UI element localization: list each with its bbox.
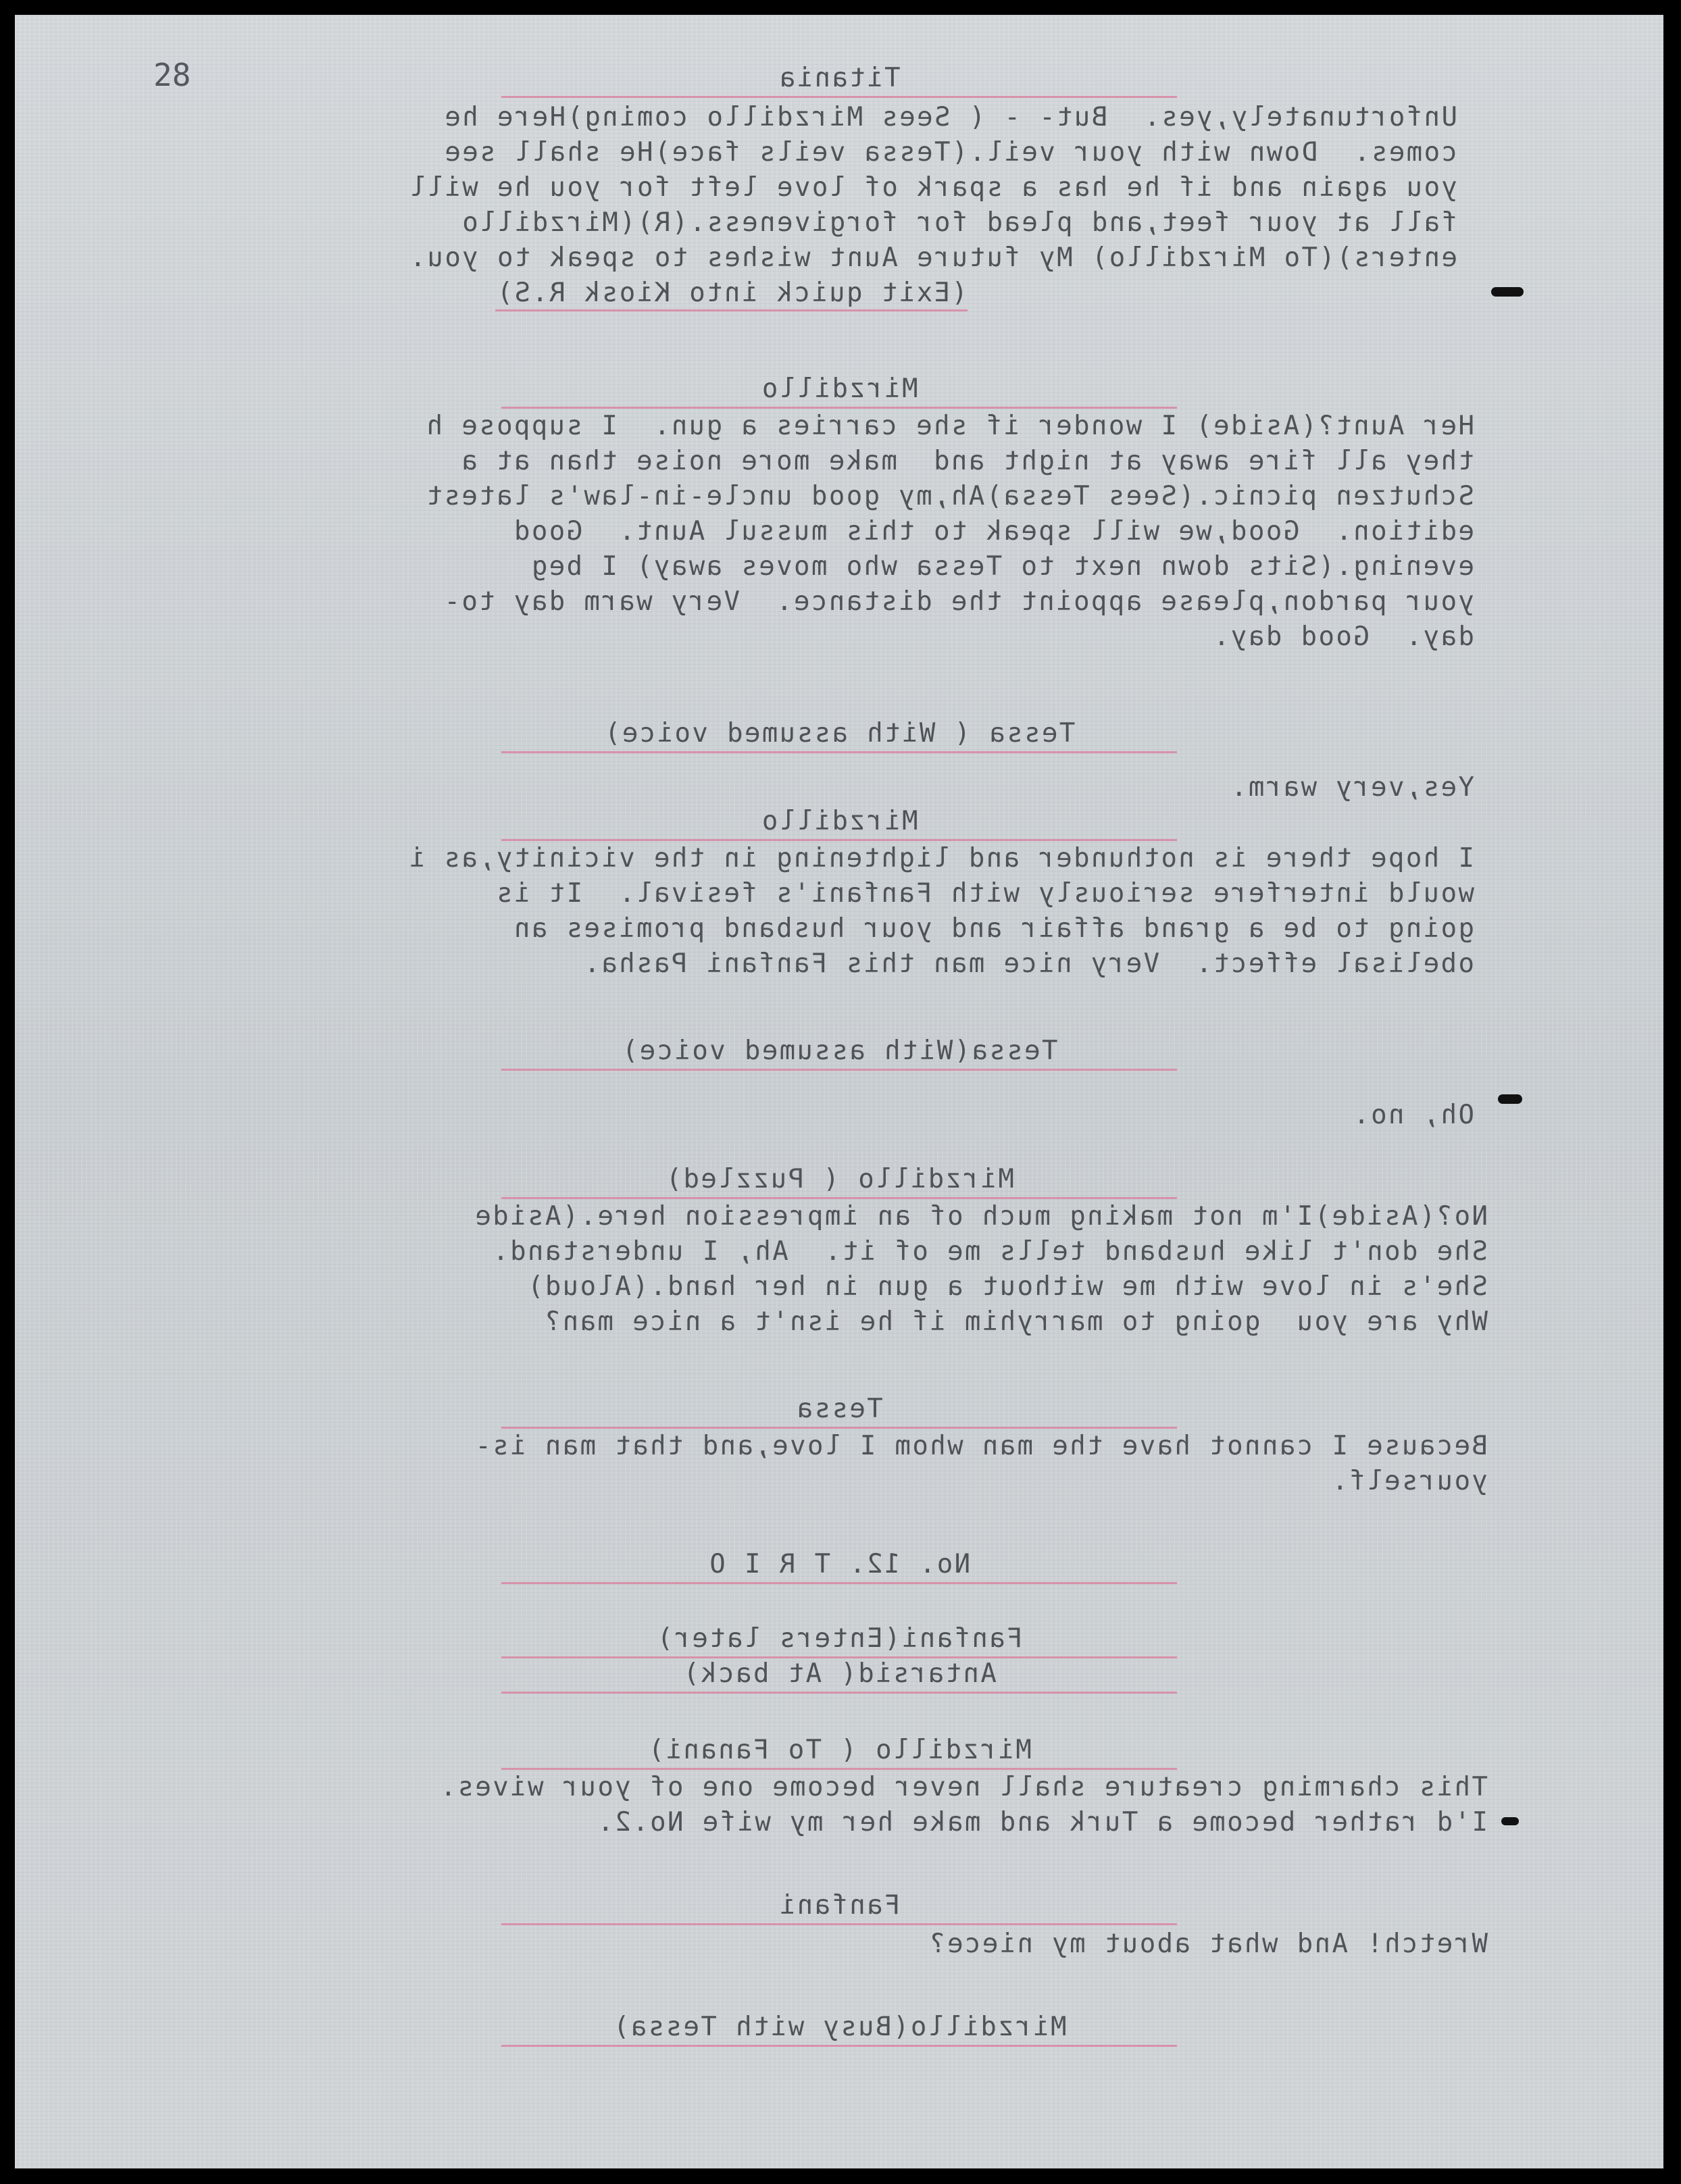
speaker-heading: Tessa ( With assumed voice) [501,717,1177,753]
speaker-heading: Mirzdillo ( To Fanani) [501,1734,1177,1770]
script-line: day. Good day. [1211,621,1474,652]
script-line: Why are you going to marryhim if he isn't a nice man? [543,1306,1488,1337]
page-number: 28 [153,57,191,93]
script-line: your pardon,please appoint the distance. Very warm day to- [443,586,1474,617]
punch-hole [1498,1094,1522,1104]
script-line: enters)(To Mirzdillo) My future Aunt wishes to speak to you. [408,243,1457,273]
script-line: fall at your feet,and plead for forgiveness.(R)(Mirzdillo [460,207,1457,238]
punch-hole [1491,287,1524,297]
script-line: Because I cannot have the man whom I love,and that man is- [473,1431,1488,1461]
script-line: Yes,very warm. [1229,772,1474,803]
script-line: Schutzen picnic.(Sees Tessa)Ah,my good uncle-in-law's latest [425,481,1474,511]
script-line: evening.(Sits down next to Tessa who moves away) I beg [530,551,1474,582]
speaker-heading: Tessa [501,1393,1177,1429]
mirrored-typescript [15,15,1663,2168]
script-line: This charming creature shall never become one of your wives. [438,1772,1488,1802]
document-page [15,15,1663,2168]
script-line: would interfere seriously with Fanfani's fesival. It is [495,878,1474,909]
speaker-heading: Fanfani [501,1889,1177,1925]
script-line: She don't like husband tells me of it. Ah, I understand. [491,1236,1488,1267]
script-line: Wretch! And what about my niece? [928,1929,1488,1959]
script-line: obelisal effect. Very nice man this Fanfani Pasha. [582,948,1474,979]
script-line: Her Aunt?(Aside) I wonder if she carries a gun. I suppose h [425,411,1474,441]
stage-direction: (Exit quick into Kiosk R.S) [495,277,968,311]
speaker-heading: Mirzdillo [501,805,1177,841]
script-line: I hope there is nothunder and lightening in the vicinity,as i [407,843,1474,873]
speaker-heading: Mirzdillo(Busy with Tessa) [501,2011,1177,2047]
speaker-heading: Mirzdillo [501,373,1177,409]
speaker-heading: Tessa(With assumed voice) [501,1035,1177,1071]
script-line: you again and if he has a spark of love left for you he will [408,172,1457,203]
script-line: yourself. [1330,1466,1488,1496]
punch-hole [1501,1817,1519,1825]
section-heading: No. 12. T R I O [501,1548,1177,1584]
script-line: Unfortunately,yes. But- - ( Sees Mirzdillo coming)Here he [443,102,1457,132]
speaker-heading: Fanfani(Enters later) [501,1623,1177,1658]
speaker-heading: Antarsid( At back) [501,1658,1177,1694]
script-line: they all fire away at night and make more noise than at a [459,446,1474,476]
script-line: edition. Good,we will speak to this mussul Aunt. Good [512,516,1474,547]
script-line: She's in love with me without a gun in her hand.(Aloud) [526,1271,1488,1302]
script-line: No?(Aside)I'm not making much of an impression here.(Aside [473,1201,1488,1231]
speaker-heading: Mirzdillo ( Puzzled) [501,1163,1177,1199]
script-line: I'd rather become a Turk and make her my wife No.2. [596,1807,1488,1837]
speaker-heading: Titania [501,62,1177,98]
script-line: Oh, no. [1351,1100,1474,1130]
script-line: going to be a grand affair and your husband promises an [512,913,1474,944]
script-line: comes. Down with your veil.(Tessa veils face)He shall see [443,137,1457,168]
